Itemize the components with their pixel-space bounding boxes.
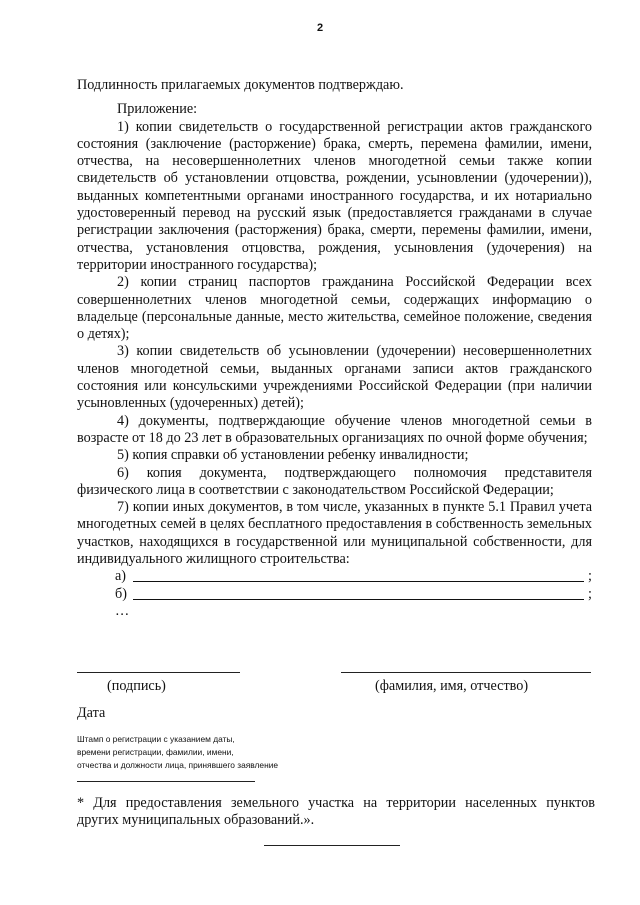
fill-line-b-label: б)	[115, 585, 127, 602]
fill-line-b	[77, 586, 592, 603]
fill-line-ellipsis	[77, 603, 592, 620]
appendix-item-6: 6) копия документа, подтверждающего полномочия представителя физического лица в соответствии с законодательством Российской Федерации;	[77, 464, 592, 498]
footnote: * Для предоставления земельного участка на территории населенных пунктов других муниципальных образований.».	[77, 795, 595, 829]
signature-line	[77, 672, 240, 673]
date-label: Дата	[77, 705, 106, 721]
stamp-line-1: Штамп о регистрации с указанием даты,	[77, 734, 235, 744]
end-rule	[264, 845, 400, 846]
appendix-item-4: 4) документы, подтверждающие обучение членов многодетной семьи в возрасте от 18 до 23 лет в образовательных организациях по очной форме обучения;	[77, 412, 592, 446]
ellipsis: …	[115, 602, 130, 619]
stamp-line-2: времени регистрации, фамилии, имени,	[77, 747, 234, 757]
stamp-line-rule	[77, 781, 255, 782]
appendix-item-3: 3) копии свидетельств об усыновлении (удочерении) несовершеннолетних членов многодетной семьи, выданных органами записи актов гражданского состояния или консульскими учреждениями Российской Федерации (при наличии усыновленных (удочеренных) детей);	[77, 343, 592, 412]
confirm-line: Подлинность прилагаемых документов подтверждаю.	[77, 77, 404, 93]
stamp-note	[77, 733, 377, 772]
fill-line-a-rule	[133, 581, 584, 582]
signature-label: (подпись)	[107, 678, 166, 694]
appendix-item-7: 7) копии иных документов, в том числе, указанных в пункте 5.1 Правил учета многодетных семей в целях бесплатного предоставления в собственность земельных участков, находящихся в государственной или муниципальной собственности, для индивидуального жилищного строительства:	[77, 499, 592, 568]
fill-line-a	[77, 568, 592, 585]
fill-line-b-rule	[133, 599, 584, 600]
fill-line-b-semicolon: ;	[588, 585, 592, 602]
appendix-title: Приложение:	[117, 101, 198, 118]
fill-line-a-label: а)	[115, 568, 127, 585]
document-body	[77, 77, 592, 620]
name-label: (фамилия, имя, отчество)	[375, 678, 529, 694]
appendix-item-2: 2) копии страниц паспортов гражданина Российской Федерации всех совершеннолетних членов многодетной семьи, содержащих информацию о владельце (персональные данные, место жительства, семейное положение, сведения о детях);	[77, 274, 592, 343]
fill-line-a-semicolon: ;	[588, 568, 592, 585]
stamp-line-3: отчества и должности лица, принявшего заявление	[77, 760, 279, 770]
page-number: 2	[316, 22, 324, 34]
appendix-item-1: 1) копии свидетельств о государственной регистрации актов гражданского состояния (заключение (расторжение) брака, смерть, перемена фамилии, имени, отчества, на несовершеннолетних членов многодетной семьи также копии свидетельств об установлении отцовства, рождении, усыновлении (удочерении)), выданных компетентными органами иностранного государства, и их нотариально удостоверенный перевод на русский язык (предоставляется гражданами в случае регистрации заключения (расторжения) брака, смерти, перемены фамилии, имени, отчества, установления отцовства, рождения, усыновления (удочерения) на территории иностранного государства);	[77, 118, 592, 273]
name-line	[341, 672, 591, 673]
appendix-item-5: 5) копия справки об установлении ребенку инвалидности;	[117, 447, 469, 464]
